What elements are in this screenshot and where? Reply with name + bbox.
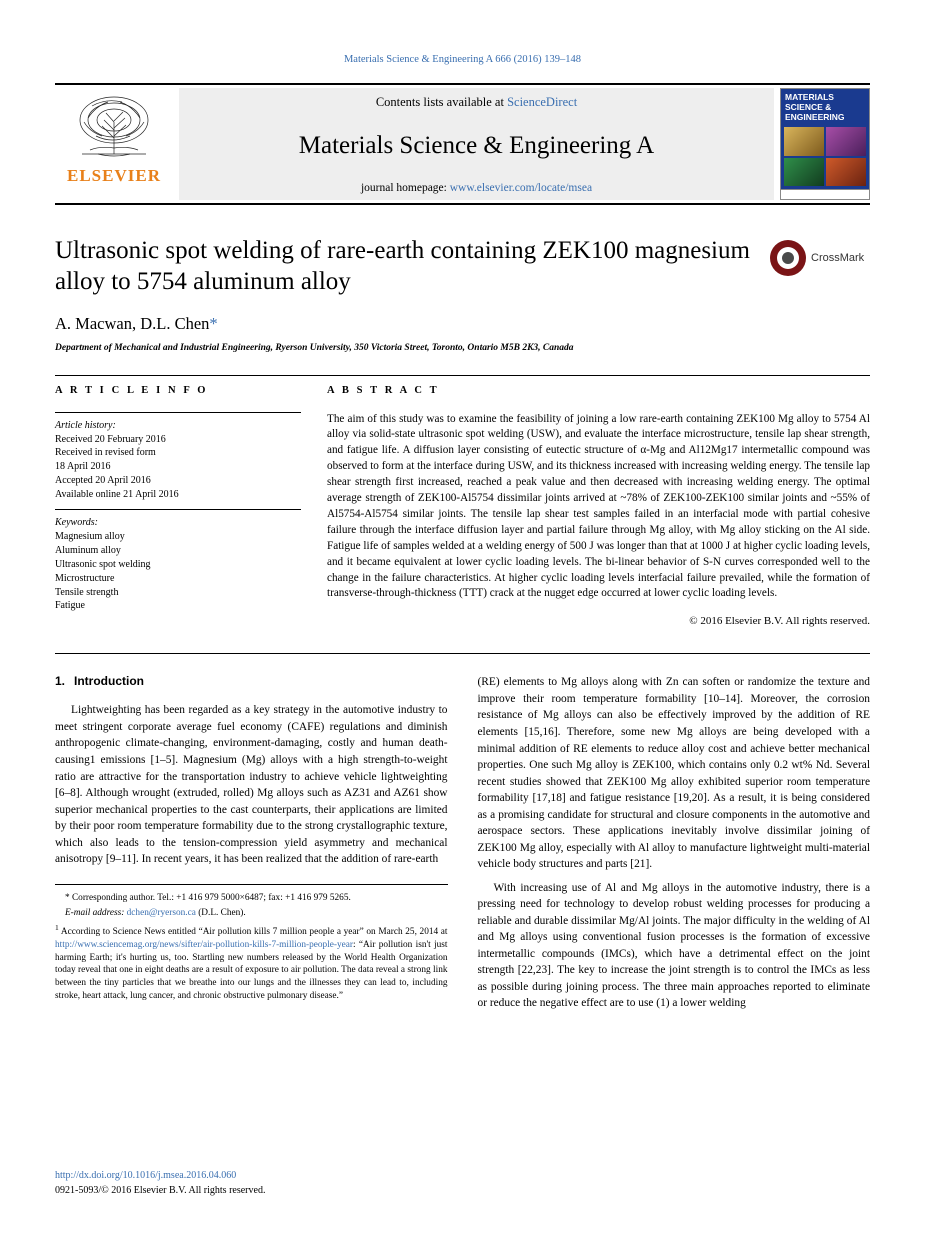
author-list: [55, 314, 870, 334]
paragraph: With increasing use of Al and Mg alloys in the automotive industry, there is a pressing need for technology to develop robust welding processes for producing a reliable and durable dissimilar Mg/Al joints. The major difficulty in the welding of Al and Mg alloys using conventional fusion processes is the formation of excessive intermetallic compounds (IMCs), which have a detrimental effect on the joint strength [22,23]. The key to increase the joint strength is to control the IMCs as less as possible during joining process. The three main approaches reported to eliminate or reduce the negative effect are to use (1) a lower welding: [477, 881, 870, 1010]
cover-bottom-strip: [781, 189, 869, 199]
body-column-left: [55, 674, 448, 1019]
keyword-item: Tensile strength: [55, 586, 119, 598]
footnote-text-1: According to Science News entitled “Air pollution kills 7 million people a year” on March 25, 2014 at: [58, 927, 448, 938]
section-number: 1.: [55, 674, 66, 689]
journal-title: Materials Science & Engineering A: [298, 132, 655, 159]
abstract-heading: A B S T R A C T: [327, 384, 440, 396]
contents-line: [376, 95, 577, 110]
keyword-list: [55, 530, 301, 613]
history-line: Received 20 February 2016: [55, 433, 166, 445]
elsevier-tree-icon: [68, 92, 160, 164]
body-columns: [55, 653, 870, 1019]
history-line: Accepted 20 April 2016: [55, 474, 151, 486]
footnote-note: [55, 923, 448, 1003]
footnote-text-2: : “Air pollution isn't just harming Earth; it's hurting us, too. Startling new numbers released by the World Health Organization today reveal that one in eight deaths are a result of exposure to air pollution. The data reveal a strong link between the tiny particles that we breathe into our lungs and the illnesses they can lead to, including stroke, heart attack, lung cancer, and chronic obstructive pulmonary disease.”: [55, 939, 448, 1001]
crossmark-label: CrossMark: [811, 252, 865, 264]
email-link[interactable]: dchen@ryerson.ca: [126, 908, 196, 919]
info-abstract-block: [55, 375, 870, 628]
footnote-corresponding: * Corresponding author. Tel.: +1 416 979 5000×6487; fax: +1 416 979 5265.: [65, 892, 351, 903]
paragraph: (RE) elements to Mg alloys along with Zn can soften or randomize the texture and improve their room temperature formability [10–14]. Moreover, the corrosion resistance of Mg alloys can also be effectively improved by the addition of RE elements [15,16]. Therefore, some new Mg alloys are being developed with a minimal addition of RE elements to reduce alloy cost and achieve better mechanical properties. One such Mg alloy is ZEK100, which contains only 0.2 wt% Nd. Several recent studies showed that ZEK100 Mg alloy exhibited superior room temperature formability [17,18] and fatigue resistance [19,20]. As a result, it is being considered as a promising candidate for structural and closure components in the automotive and aerospace sectors. These applications inevitably involve dissimilar joining of ZEK100 Mg alloy, especially with Al alloy to manufacture lightweight multi-material vehicle body structures and parts [21].: [477, 676, 870, 871]
keyword-item: Ultrasonic spot welding: [55, 559, 151, 571]
keyword-item: Microstructure: [55, 572, 115, 584]
homepage-line: [361, 182, 592, 194]
footnotes: [55, 884, 448, 1003]
email-label: E-mail address:: [65, 908, 125, 919]
title-block: [55, 235, 870, 353]
footnote-email: [55, 907, 448, 920]
section-title: Introduction: [74, 674, 144, 689]
email-suffix: (D.L. Chen).: [198, 908, 246, 919]
history-label: Article history:: [55, 419, 116, 431]
keyword-item: Magnesium alloy: [55, 531, 125, 543]
divider: [55, 412, 301, 413]
footnote-number: 1: [55, 923, 59, 933]
keywords-label: Keywords:: [55, 517, 98, 529]
cover-image-4: [826, 158, 866, 186]
journal-banner: [179, 88, 774, 200]
contents-prefix: Contents lists available at: [375, 95, 508, 109]
article-info-column: [55, 385, 327, 628]
author-names: A. Macwan, D.L. Chen: [55, 313, 210, 333]
divider: [55, 509, 301, 510]
cover-image-2: [826, 127, 866, 155]
cover-image-1: [784, 127, 824, 155]
abstract-copyright: © 2016 Elsevier B.V. All rights reserved.: [689, 615, 870, 628]
article-info-heading: A R T I C L E I N F O: [55, 384, 209, 396]
doi-link[interactable]: http://dx.doi.org/10.1016/j.msea.2016.04.060: [55, 1170, 237, 1181]
crossmark-icon: [770, 240, 806, 276]
homepage-prefix: journal homepage:: [360, 182, 450, 194]
elsevier-wordmark: ELSEVIER: [67, 166, 161, 185]
cover-image-3: [784, 158, 824, 186]
keyword-item: Aluminum alloy: [55, 545, 121, 557]
history-line: 18 April 2016: [55, 461, 111, 473]
cover-title: MATERIALS SCIENCE & ENGINEERING: [785, 92, 845, 122]
history-line: Available online 21 April 2016: [55, 488, 179, 500]
footer: [55, 1169, 265, 1198]
abstract-column: [327, 385, 870, 628]
page-title: Ultrasonic spot welding of rare-earth containing ZEK100 magnesium alloy to 5754 aluminum alloy: [55, 237, 750, 296]
journal-masthead: [55, 83, 870, 205]
journal-homepage-link[interactable]: www.elsevier.com/locate/msea: [449, 182, 593, 194]
cover-images: [781, 124, 869, 189]
publisher-logo: [55, 88, 173, 200]
crossmark-badge[interactable]: [770, 237, 870, 279]
history-line: Received in revised form: [55, 447, 156, 459]
sciencedirect-link[interactable]: ScienceDirect: [507, 95, 578, 109]
running-head: Materials Science & Engineering A 666 (2016) 139–148: [343, 54, 582, 65]
sciencemag-link[interactable]: http://www.sciencemag.org/news/sifter/air-pollution-kills-7-million-people-year: [55, 939, 354, 950]
issn-copyright: 0921-5093/© 2016 Elsevier B.V. All rights reserved.: [55, 1184, 266, 1196]
affiliation: Department of Mechanical and Industrial Engineering, Ryerson University, 350 Victoria Street, Toronto, Ontario M5B 2K3, Canada: [55, 342, 574, 353]
paragraph: Lightweighting has been regarded as a key strategy in the automotive industry to meet stringent corporate average fuel economy (CAFE) regulations and diminish anthropogenic climate-changing, environment-damaging, costly and human death-causing1 emissions [1–5]. Magnesium (Mg) alloys with a high strength-to-weight ratio are attractive for the transportation industry to achieve vehicle lightweighting [6–8]. Although wrought (extruded, rolled) Mg alloys such as AZ31 and AZ61 show superior mechanical properties to the cast counterparts, their applications are limited by their poor room temperature formability due to the strong crystallographic texture, which also leads to the tension-compression yield asymmetry and mechanical anisotropy [9–11]. In recent years, it has been realized that the addition of rare-earth: [55, 704, 448, 866]
body-column-right: [478, 674, 871, 1019]
abstract-text: The aim of this study was to examine the feasibility of joining a low rare-earth containing ZEK100 Mg alloy to 5754 Al alloy via solid-state ultrasonic spot welding (USW), and evaluate the interface microstructure, tensile lap shear strength, and fatigue life. A diffusion layer consisting of eutectic structure of α-Mg and Al12Mg17 intermetallic compound was observed to form at the interface during USW, and its thickness increased with increasing welding energy. The tensile lap shear strength first increased, reached a peak value and then decreased with increasing welding energy. The optimal average strength of ZEK100-Al5754 dissimilar joints arrived at ~78% of ZEK100-ZEK100 similar joints and ~55% of Al5754-Al5754 similar joints. The tensile lap shear test samples failed in an interfacial mode with partial cohesive failure through the interface diffusion layer and partial failure through Mg alloy, with Mg alloy sticking on the Al side. Fatigue life of samples welded at a welding energy of 500 J was longer than that at 1000 J at higher cyclic loading levels, and it became equivalent at lower cyclic loading levels. The bi-linear behavior of S-N curves corresponded well to the change in the failure characteristics. At higher cyclic loading levels interfacial failure prevailed, while the formation of transverse-through-thickness (TTT) crack at the nugget edge occurred at lower cyclic loading levels.: [327, 412, 870, 600]
corresponding-marker: *: [209, 313, 218, 333]
keyword-item: Fatigue: [55, 600, 85, 612]
section-heading: [55, 674, 448, 688]
journal-cover-thumbnail: [780, 88, 870, 200]
